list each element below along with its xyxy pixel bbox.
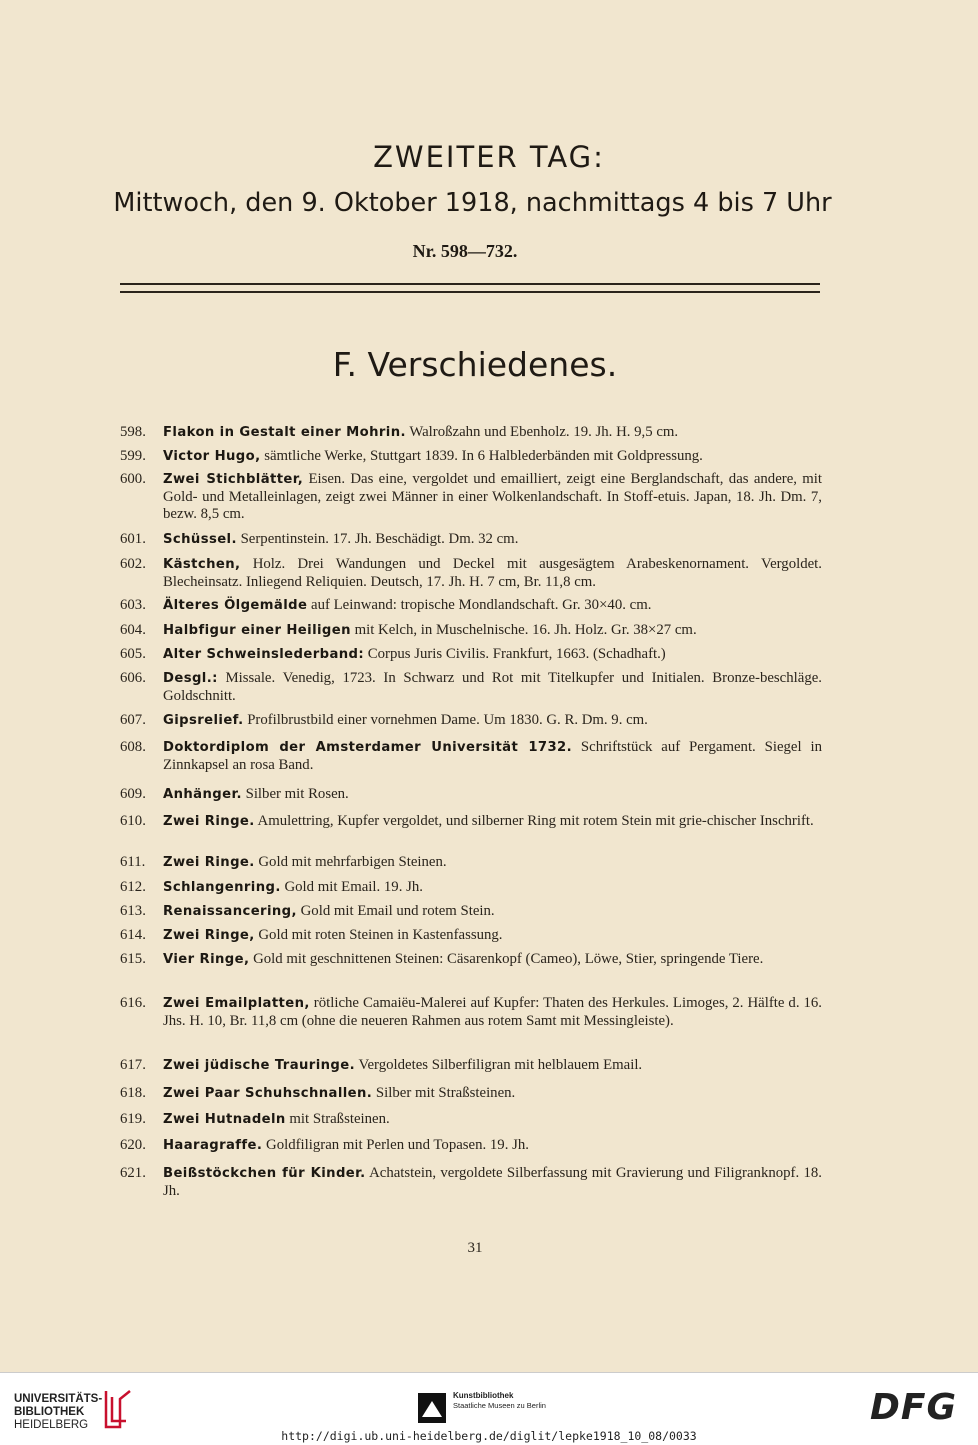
section-title: F. Verschiedenes. [332, 345, 618, 384]
day-title: ZWEITER TAG: [373, 140, 605, 174]
catalog-entry [120, 879, 822, 897]
entry-number: 618. [120, 1085, 146, 1101]
catalog-entry [120, 448, 822, 466]
entry-heading: Halbfigur einer Heiligen [163, 623, 351, 638]
catalog-entry [120, 597, 822, 615]
catalog-entry [120, 1057, 822, 1075]
permalink-url[interactable]: http://digi.ub.uni-heidelberg.de/diglit/lepke1918_10_08/0033 [281, 1429, 697, 1443]
ub-heidelberg-logo-icon [100, 1387, 136, 1431]
date-line: Mittwoch, den 9. Oktober 1918, nachmittags 4 bis 7 Uhr [113, 188, 832, 218]
catalog-entry [120, 1085, 822, 1103]
entry-number: 610. [120, 813, 146, 829]
entry-heading: Doktordiplom der Amsterdamer Universität 1732. [163, 740, 573, 755]
entry-heading: Flakon in Gestalt einer Mohrin. [163, 425, 406, 440]
entry-heading: Zwei Ringe, [163, 928, 255, 943]
entry-description: Gold mit roten Steinen in Kastenfassung. [254, 927, 503, 943]
entry-number: 600. [120, 471, 146, 487]
entry-number: 617. [120, 1057, 146, 1073]
entry-heading: Vier Ringe, [163, 952, 250, 967]
entry-heading: Zwei Stichblätter, [163, 472, 304, 487]
entry-number: 613. [120, 903, 146, 919]
ub-heidelberg-label: UNIVERSITÄTS- BIBLIOTHEK HEIDELBERG [14, 1393, 103, 1431]
entry-number: 621. [120, 1165, 146, 1181]
entry-number: 612. [120, 879, 146, 895]
entry-number: 603. [120, 597, 146, 613]
entry-description: Gold mit Email und rotem Stein. [296, 903, 495, 919]
entry-heading: Zwei jüdische Trauringe. [163, 1058, 356, 1073]
entry-number: 607. [120, 712, 146, 728]
entry-number: 614. [120, 927, 146, 943]
entry-heading: Alter Schweinslederband: [163, 647, 365, 662]
entry-heading: Zwei Hutnadeln [163, 1112, 286, 1127]
entry-number: 598. [120, 424, 146, 440]
kunstbibliothek-logo-icon [418, 1393, 446, 1423]
catalog-entry [120, 531, 822, 549]
entry-heading: Beißstöckchen für Kinder. [163, 1166, 366, 1181]
catalog-entry [120, 786, 822, 804]
entry-heading: Anhänger. [163, 787, 242, 802]
entry-heading: Gipsrelief. [163, 713, 244, 728]
entry-description: auf Leinwand: tropische Mondlandschaft. Gr. 30×40. cm. [307, 597, 652, 613]
entry-heading: Zwei Paar Schuhschnallen. [163, 1086, 373, 1101]
entry-description: sämtliche Werke, Stuttgart 1839. In 6 Halblederbänden mit Goldpressung. [260, 448, 703, 464]
entry-number: 619. [120, 1111, 146, 1127]
lot-range: Nr. 598—732. [412, 241, 518, 261]
entry-description: Gold mit mehrfarbigen Steinen. [254, 854, 447, 870]
entry-heading: Renaissancering, [163, 904, 297, 919]
catalog-entry [120, 995, 822, 1030]
entry-description: Goldfiligran mit Perlen und Topasen. 19. Jh. [262, 1137, 529, 1153]
entry-description: Holz. Drei Wandungen und Deckel mit ausgesägtem Arabeskenornament. Vergoldet. Blecheinsatz. Inliegend Reliquien. Deutsch, 17. Jh. H. 7 cm, Br. 11,8 cm. [163, 556, 822, 590]
entry-description: Amulettring, Kupfer vergoldet, und silberner Ring mit rotem Stein mit grie-chischer Inschrift. [254, 813, 814, 829]
catalog-entry [120, 556, 822, 591]
catalog-entry [120, 622, 822, 640]
entry-description: Walroßzahn und Ebenholz. 19. Jh. H. 9,5 cm. [405, 424, 679, 440]
entry-description: Eisen. Das eine, vergoldet und emailliert, zeigt eine Berglandschaft, das andere, mit Gold- und Metalleinlagen, zeigt zwei Männer in einer Wolkenlandschaft. In Stoff-etuis. Japan, 18. Jh. Dm. 7, bezw. 8,5 cm. [163, 471, 822, 522]
entry-number: 611. [120, 854, 146, 870]
entry-description: rötliche Camaiëu-Malerei auf Kupfer: Thaten des Herkules. Limoges, 2. Hälfte d. 16. Jhs. H. 10, Br. 11,8 cm (ohne die neueren Rahmen aus rotem Samt mit Messingleiste). [163, 995, 823, 1029]
entry-description: Schriftstück auf Pergament. Siegel in Zinnkapsel an rosa Band. [163, 739, 822, 773]
entry-number: 608. [120, 739, 146, 755]
entry-number: 604. [120, 622, 146, 638]
catalog-entry [120, 471, 822, 524]
catalog-entry [120, 813, 822, 831]
entry-number: 605. [120, 646, 146, 662]
catalog-entry [120, 927, 822, 945]
catalog-entry [120, 1137, 822, 1155]
entry-number: 620. [120, 1137, 146, 1153]
entry-description: Silber mit Straßsteinen. [372, 1085, 516, 1101]
catalog-entry [120, 951, 822, 969]
entry-number: 602. [120, 556, 146, 572]
entry-description: Gold mit Email. 19. Jh. [280, 879, 423, 895]
catalog-entry [120, 1111, 822, 1129]
digitization-footer [0, 1372, 978, 1445]
entry-description: Gold mit geschnittenen Steinen: Cäsarenkopf (Cameo), Löwe, Stier, springende Tiere. [249, 951, 764, 967]
entry-number: 616. [120, 995, 146, 1011]
entry-heading: Victor Hugo, [163, 449, 261, 464]
entry-heading: Zwei Ringe. [163, 814, 255, 829]
page-number: 31 [467, 1240, 483, 1256]
catalog-entry [120, 670, 822, 705]
entry-heading: Desgl.: [163, 671, 218, 686]
entry-description: Achatstein, vergoldete Silberfassung mit Gravierung und Filigranknopf. 18. Jh. [163, 1165, 822, 1199]
entry-heading: Schlangenring. [163, 880, 281, 895]
entry-number: 599. [120, 448, 146, 464]
entry-number: 606. [120, 670, 146, 686]
catalog-entry [120, 854, 822, 872]
entry-heading: Zwei Ringe. [163, 855, 255, 870]
entry-description: Profilbrustbild einer vornehmen Dame. Um 1830. G. R. Dm. 9. cm. [243, 712, 648, 728]
double-rule-divider [120, 283, 820, 293]
entry-heading: Älteres Ölgemälde [163, 598, 308, 613]
entry-number: 615. [120, 951, 146, 967]
entry-heading: Schüssel. [163, 532, 237, 547]
catalog-entry [120, 739, 822, 774]
catalog-entry [120, 424, 822, 442]
entry-description: Silber mit Rosen. [241, 786, 349, 802]
entry-description: mit Kelch, in Muschelnische. 16. Jh. Holz. Gr. 38×27 cm. [350, 622, 697, 638]
kunstbibliothek-label: Kunstbibliothek Staatliche Museen zu Berlin [453, 1391, 546, 1410]
entry-number: 609. [120, 786, 146, 802]
catalog-entry [120, 712, 822, 730]
entry-description: mit Straßsteinen. [285, 1111, 390, 1127]
entry-heading: Haaragraffe. [163, 1138, 263, 1153]
catalog-entry [120, 903, 822, 921]
entry-heading: Kästchen, [163, 557, 241, 572]
dfg-logo: DFG [870, 1387, 958, 1428]
catalog-entry [120, 646, 822, 664]
entry-description: Corpus Juris Civilis. Frankfurt, 1663. (Schadhaft.) [364, 646, 666, 662]
entry-heading: Zwei Emailplatten, [163, 996, 310, 1011]
entry-description: Vergoldetes Silberfiligran mit helblauem Email. [355, 1057, 643, 1073]
entry-description: Serpentinstein. 17. Jh. Beschädigt. Dm. 32 cm. [236, 531, 519, 547]
entry-number: 601. [120, 531, 146, 547]
catalog-entry [120, 1165, 822, 1200]
entry-description: Missale. Venedig, 1723. In Schwarz und Rot mit Titelkupfer und Initialen. Bronze-beschläge. Goldschnitt. [163, 670, 822, 704]
